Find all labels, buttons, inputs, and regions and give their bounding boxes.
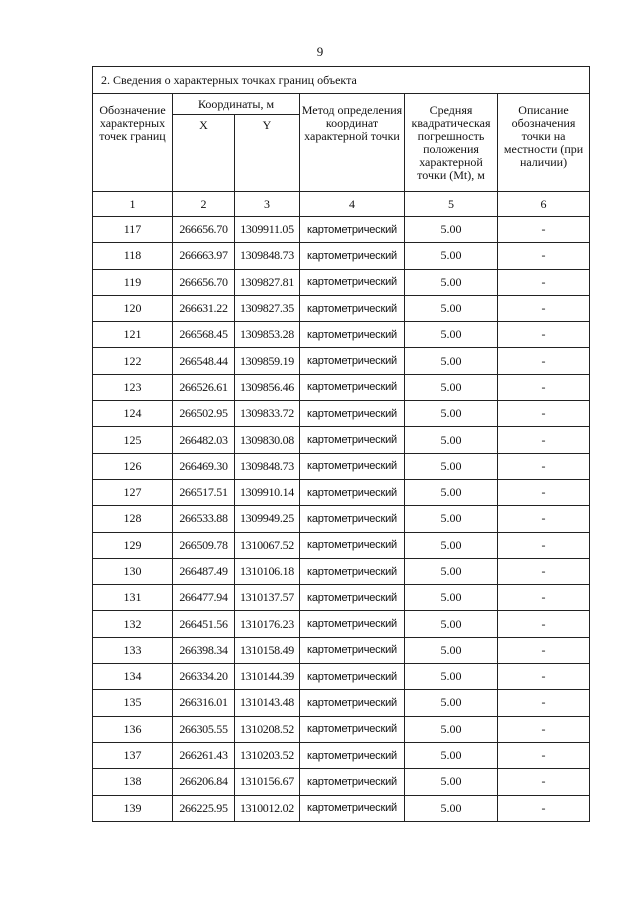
precision-cell: 5.00 [405,611,498,637]
x-coordinate-cell: 266631.22 [173,295,235,321]
precision-cell: 5.00 [405,479,498,505]
table-row [93,690,590,716]
table-row [93,742,590,768]
header-x: X [173,115,235,192]
description-cell: - [498,479,590,505]
precision-cell: 5.00 [405,716,498,742]
table-row [93,532,590,558]
description-cell: - [498,664,590,690]
precision-cell: 5.00 [405,795,498,821]
section-title: 2. Сведения о характерных точках границ объекта [93,67,590,94]
point-designation-cell: 135 [93,690,173,716]
column-number: 6 [498,192,590,217]
method-cell: картометрический [300,401,405,427]
x-coordinate-cell: 266334.20 [173,664,235,690]
y-coordinate-cell: 1309911.05 [235,217,300,243]
y-coordinate-cell: 1310156.67 [235,769,300,795]
description-cell: - [498,374,590,400]
point-designation-cell: 133 [93,637,173,663]
x-coordinate-cell: 266656.70 [173,217,235,243]
method-cell: картометрический [300,348,405,374]
y-coordinate-cell: 1309848.73 [235,453,300,479]
x-coordinate-cell: 266225.95 [173,795,235,821]
table-row [93,558,590,584]
description-cell: - [498,585,590,611]
method-cell: картометрический [300,795,405,821]
y-coordinate-cell: 1310176.23 [235,611,300,637]
point-designation-cell: 137 [93,742,173,768]
header-precision: Средняя квадратическая погрешность положения характерной точки (Mt), м [405,94,498,192]
table-row [93,322,590,348]
boundary-points-table [92,66,590,822]
point-designation-cell: 118 [93,243,173,269]
x-coordinate-cell: 266487.49 [173,558,235,584]
y-coordinate-cell: 1310137.57 [235,585,300,611]
table-row [93,716,590,742]
table-row [93,795,590,821]
description-cell: - [498,795,590,821]
point-designation-cell: 138 [93,769,173,795]
method-cell: картометрический [300,664,405,690]
point-designation-cell: 117 [93,217,173,243]
x-coordinate-cell: 266568.45 [173,322,235,348]
precision-cell: 5.00 [405,690,498,716]
x-coordinate-cell: 266517.51 [173,479,235,505]
y-coordinate-cell: 1309827.35 [235,295,300,321]
y-coordinate-cell: 1310143.48 [235,690,300,716]
precision-cell: 5.00 [405,532,498,558]
table-row [93,479,590,505]
x-coordinate-cell: 266502.95 [173,401,235,427]
method-cell: картометрический [300,690,405,716]
description-cell: - [498,269,590,295]
table-row [93,427,590,453]
precision-cell: 5.00 [405,243,498,269]
table-row [93,217,590,243]
x-coordinate-cell: 266656.70 [173,269,235,295]
point-designation-cell: 136 [93,716,173,742]
y-coordinate-cell: 1310203.52 [235,742,300,768]
header-coordinates: Координаты, м [173,94,300,115]
description-cell: - [498,742,590,768]
table-row [93,611,590,637]
column-number-row [93,192,590,217]
point-designation-cell: 130 [93,558,173,584]
point-designation-cell: 119 [93,269,173,295]
x-coordinate-cell: 266482.03 [173,427,235,453]
precision-cell: 5.00 [405,348,498,374]
header-y: Y [235,115,300,192]
method-cell: картометрический [300,716,405,742]
method-cell: картометрический [300,585,405,611]
page-number: 9 [316,44,324,59]
header-description: Описание обозначения точки на местности (при наличии) [498,94,590,192]
method-cell: картометрический [300,558,405,584]
precision-cell: 5.00 [405,269,498,295]
precision-cell: 5.00 [405,558,498,584]
point-designation-cell: 128 [93,506,173,532]
precision-cell: 5.00 [405,769,498,795]
table-row [93,374,590,400]
y-coordinate-cell: 1310158.49 [235,637,300,663]
table-row [93,637,590,663]
x-coordinate-cell: 266305.55 [173,716,235,742]
method-cell: картометрический [300,243,405,269]
point-designation-cell: 132 [93,611,173,637]
method-cell: картометрический [300,479,405,505]
precision-cell: 5.00 [405,453,498,479]
description-cell: - [498,243,590,269]
method-cell: картометрический [300,506,405,532]
precision-cell: 5.00 [405,401,498,427]
point-designation-cell: 126 [93,453,173,479]
method-cell: картометрический [300,374,405,400]
method-cell: картометрический [300,217,405,243]
description-cell: - [498,427,590,453]
x-coordinate-cell: 266316.01 [173,690,235,716]
y-coordinate-cell: 1310106.18 [235,558,300,584]
column-number: 2 [173,192,235,217]
description-cell: - [498,532,590,558]
y-coordinate-cell: 1309830.08 [235,427,300,453]
precision-cell: 5.00 [405,664,498,690]
precision-cell: 5.00 [405,506,498,532]
y-coordinate-cell: 1309827.81 [235,269,300,295]
description-cell: - [498,453,590,479]
precision-cell: 5.00 [405,585,498,611]
description-cell: - [498,217,590,243]
x-coordinate-cell: 266533.88 [173,506,235,532]
description-cell: - [498,506,590,532]
table-row [93,243,590,269]
x-coordinate-cell: 266509.78 [173,532,235,558]
y-coordinate-cell: 1310067.52 [235,532,300,558]
method-cell: картометрический [300,295,405,321]
header-designation: Обозначение характерных точек границ [93,94,173,192]
column-number: 5 [405,192,498,217]
precision-cell: 5.00 [405,217,498,243]
method-cell: картометрический [300,769,405,795]
precision-cell: 5.00 [405,322,498,348]
table-row [93,769,590,795]
x-coordinate-cell: 266477.94 [173,585,235,611]
column-number: 1 [93,192,173,217]
precision-cell: 5.00 [405,295,498,321]
method-cell: картометрический [300,532,405,558]
x-coordinate-cell: 266526.61 [173,374,235,400]
precision-cell: 5.00 [405,742,498,768]
column-number: 4 [300,192,405,217]
description-cell: - [498,558,590,584]
x-coordinate-cell: 266663.97 [173,243,235,269]
y-coordinate-cell: 1309853.28 [235,322,300,348]
y-coordinate-cell: 1310144.39 [235,664,300,690]
method-cell: картометрический [300,742,405,768]
description-cell: - [498,716,590,742]
description-cell: - [498,769,590,795]
x-coordinate-cell: 266261.43 [173,742,235,768]
table-row [93,664,590,690]
precision-cell: 5.00 [405,637,498,663]
x-coordinate-cell: 266469.30 [173,453,235,479]
description-cell: - [498,611,590,637]
table-row [93,585,590,611]
table-row [93,348,590,374]
method-cell: картометрический [300,453,405,479]
y-coordinate-cell: 1310012.02 [235,795,300,821]
x-coordinate-cell: 266206.84 [173,769,235,795]
y-coordinate-cell: 1309856.46 [235,374,300,400]
y-coordinate-cell: 1309848.73 [235,243,300,269]
method-cell: картометрический [300,611,405,637]
column-number: 3 [235,192,300,217]
y-coordinate-cell: 1309910.14 [235,479,300,505]
x-coordinate-cell: 266451.56 [173,611,235,637]
point-designation-cell: 121 [93,322,173,348]
point-designation-cell: 122 [93,348,173,374]
y-coordinate-cell: 1309949.25 [235,506,300,532]
description-cell: - [498,690,590,716]
point-designation-cell: 123 [93,374,173,400]
header-method: Метод определения координат характерной точки [300,94,405,192]
x-coordinate-cell: 266548.44 [173,348,235,374]
table-row [93,295,590,321]
table-row [93,401,590,427]
point-designation-cell: 139 [93,795,173,821]
x-coordinate-cell: 266398.34 [173,637,235,663]
point-designation-cell: 125 [93,427,173,453]
point-designation-cell: 124 [93,401,173,427]
table-row [93,453,590,479]
table-row [93,269,590,295]
precision-cell: 5.00 [405,374,498,400]
point-designation-cell: 120 [93,295,173,321]
method-cell: картометрический [300,637,405,663]
y-coordinate-cell: 1309859.19 [235,348,300,374]
description-cell: - [498,401,590,427]
y-coordinate-cell: 1310208.52 [235,716,300,742]
method-cell: картометрический [300,269,405,295]
table-body [93,217,590,822]
method-cell: картометрический [300,427,405,453]
description-cell: - [498,348,590,374]
description-cell: - [498,637,590,663]
description-cell: - [498,295,590,321]
method-cell: картометрический [300,322,405,348]
point-designation-cell: 127 [93,479,173,505]
point-designation-cell: 129 [93,532,173,558]
point-designation-cell: 131 [93,585,173,611]
y-coordinate-cell: 1309833.72 [235,401,300,427]
point-designation-cell: 134 [93,664,173,690]
precision-cell: 5.00 [405,427,498,453]
table-row [93,506,590,532]
description-cell: - [498,322,590,348]
